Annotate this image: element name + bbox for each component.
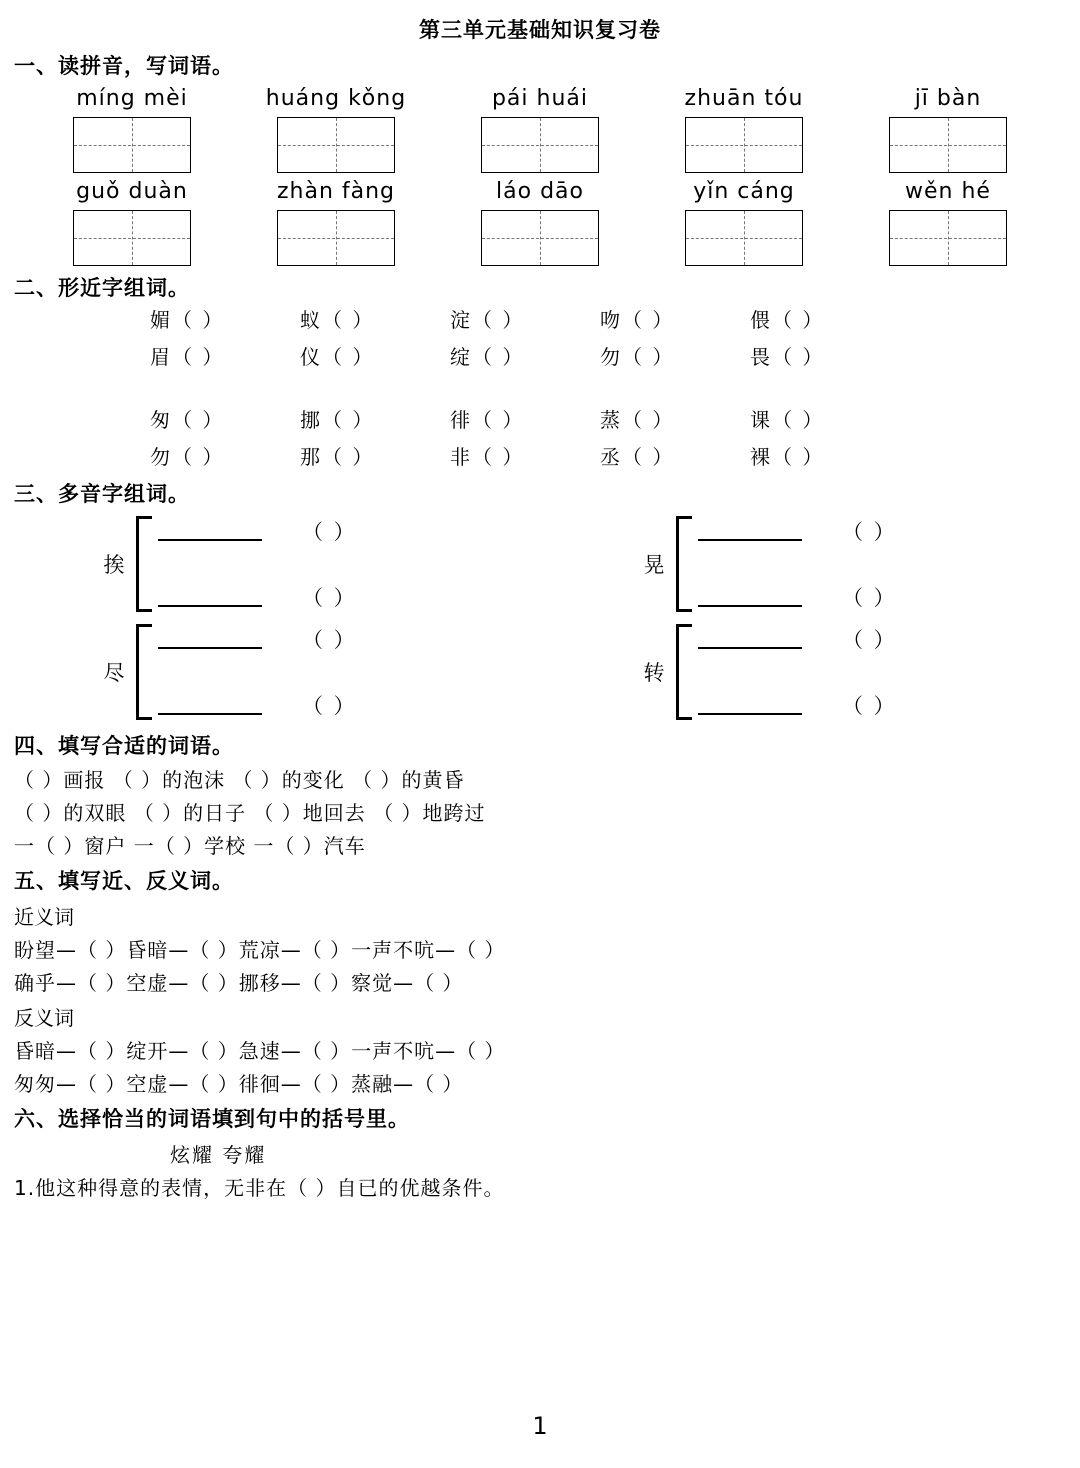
- polyphone-group: [96, 512, 540, 616]
- similar-char-cell[interactable]: 淀（ ）: [450, 308, 525, 332]
- word-blank-paren[interactable]: （ ）: [302, 586, 357, 610]
- similar-characters-block: [150, 304, 1080, 470]
- tianzige-box[interactable]: [73, 210, 191, 266]
- antonyms-subheading: 反义词: [14, 1006, 74, 1030]
- pinyin-row-1: [30, 86, 1050, 111]
- word-blank-paren[interactable]: （ ）: [842, 694, 897, 718]
- tianzige-box[interactable]: [685, 117, 803, 173]
- grid-slot: [445, 117, 635, 173]
- polyphone-col-right: [540, 512, 1080, 616]
- similar-char-cell[interactable]: 畏（ ）: [750, 345, 825, 369]
- polyphone-answer-row: [158, 582, 357, 612]
- pinyin-label: wěn hé: [905, 179, 991, 204]
- grid-slot: [853, 210, 1043, 266]
- pinyin-label: míng mèi: [76, 86, 188, 111]
- similar-char-cell[interactable]: 丞（ ）: [600, 445, 675, 469]
- grid-slot: [37, 117, 227, 173]
- grid-slot: [241, 117, 431, 173]
- worksheet-page: [0, 14, 1080, 1468]
- page-number: 1: [532, 1412, 548, 1440]
- polyphone-answer-row: [698, 582, 897, 612]
- polyphone-group: [96, 620, 540, 724]
- tianzige-box[interactable]: [481, 210, 599, 266]
- brace-bracket: [676, 624, 692, 720]
- tianzige-box[interactable]: [73, 117, 191, 173]
- fill-word-line-3[interactable]: 一（ ）窗户 一（ ）学校 一（ ）汽车: [14, 834, 366, 858]
- tianzige-box[interactable]: [277, 210, 395, 266]
- tianzige-box[interactable]: [889, 210, 1007, 266]
- polyphone-answer-row: [698, 624, 897, 654]
- grid-slot: [649, 117, 839, 173]
- polyphone-answer-row: [698, 516, 897, 546]
- pinyin-label: zhàn fàng: [276, 179, 396, 204]
- tianzige-box[interactable]: [277, 117, 395, 173]
- page-title: 第三单元基础知识复习卷: [419, 18, 661, 42]
- tianzige-box[interactable]: [685, 210, 803, 266]
- similar-char-cell[interactable]: 蒸（ ）: [600, 408, 675, 432]
- similar-char-cell[interactable]: 仪（ ）: [300, 345, 375, 369]
- word-blank-paren[interactable]: （ ）: [302, 694, 357, 718]
- pinyin-blank-line[interactable]: [698, 521, 802, 541]
- polyphone-char: 转: [643, 661, 665, 685]
- grid-slot: [37, 210, 227, 266]
- similar-char-cell[interactable]: 勿（ ）: [150, 445, 225, 469]
- polyphone-answer-row: [158, 516, 357, 546]
- polyphone-char: 尽: [103, 661, 125, 685]
- similar-char-row: [150, 304, 1080, 333]
- polyphone-col-left: [0, 620, 540, 724]
- polyphone-col-left: [0, 512, 540, 616]
- polyphone-answer-row: [158, 624, 357, 654]
- pinyin-label: pái huái: [491, 86, 589, 111]
- similar-char-cell[interactable]: 偎（ ）: [750, 308, 825, 332]
- pinyin-blank-line[interactable]: [698, 629, 802, 649]
- polyphone-char: 挨: [103, 553, 125, 577]
- brace-bracket: [136, 516, 152, 612]
- similar-char-cell[interactable]: 匆（ ）: [150, 408, 225, 432]
- spacer: [150, 378, 1080, 404]
- grid-slot: [853, 117, 1043, 173]
- tianzige-box[interactable]: [889, 117, 1007, 173]
- polyphone-col-right: [540, 620, 1080, 724]
- similar-char-cell[interactable]: 徘（ ）: [450, 408, 525, 432]
- polyphone-answer-lines: [698, 624, 897, 720]
- section-5-heading: 五、填写近、反义词。: [14, 869, 234, 893]
- similar-char-row: [150, 404, 1080, 433]
- fill-word-line-1[interactable]: （ ）画报 （ ）的泡沫 （ ）的变化 （ ）的黄昏: [14, 768, 465, 792]
- similar-char-cell[interactable]: 非（ ）: [450, 445, 525, 469]
- polyphone-answer-lines: [158, 516, 357, 612]
- pinyin-label: zhuān tóu: [684, 86, 804, 111]
- pinyin-blank-line[interactable]: [158, 521, 262, 541]
- grid-slot: [445, 210, 635, 266]
- word-blank-paren[interactable]: （ ）: [842, 586, 897, 610]
- similar-char-cell[interactable]: 蚁（ ）: [300, 308, 375, 332]
- word-choice-options: 炫耀 夸耀: [170, 1143, 267, 1167]
- similar-char-cell[interactable]: 挪（ ）: [300, 408, 375, 432]
- section-2-heading: 二、形近字组词。: [14, 276, 190, 300]
- similar-char-cell[interactable]: 绽（ ）: [450, 345, 525, 369]
- writing-grid-row-2: [30, 210, 1050, 266]
- word-blank-paren[interactable]: （ ）: [842, 628, 897, 652]
- pinyin-blank-line[interactable]: [698, 695, 802, 715]
- section-6-heading: 六、选择恰当的词语填到句中的括号里。: [14, 1107, 410, 1131]
- pinyin-label: yǐn cáng: [693, 179, 795, 204]
- similar-char-cell[interactable]: 课（ ）: [750, 408, 825, 432]
- polyphone-answer-lines: [698, 516, 897, 612]
- brace-bracket: [676, 516, 692, 612]
- similar-char-cell[interactable]: 那（ ）: [300, 445, 375, 469]
- word-blank-paren[interactable]: （ ）: [302, 520, 357, 544]
- polyphone-group: [636, 620, 1080, 724]
- question-1[interactable]: 1.他这种得意的表情，无非在（ ）自已的优越条件。: [14, 1176, 505, 1200]
- fill-word-line-2[interactable]: （ ）的双眼 （ ）的日子 （ ）地回去 （ ）地跨过: [14, 801, 486, 825]
- brace-bracket: [136, 624, 152, 720]
- pinyin-row-2: [30, 179, 1050, 204]
- section-1-heading: 一、读拼音，写词语。: [14, 54, 234, 78]
- synonym-line-1[interactable]: 盼望—（ ）昏暗—（ ）荒凉—（ ）一声不吭—（ ）: [14, 938, 506, 962]
- pinyin-blank-line[interactable]: [158, 695, 262, 715]
- tianzige-box[interactable]: [481, 117, 599, 173]
- polyphone-answer-row: [158, 690, 357, 720]
- synonym-line-2[interactable]: 确乎—（ ）空虚—（ ）挪移—（ ）察觉—（ ）: [14, 971, 464, 995]
- similar-char-row: [150, 441, 1080, 470]
- pinyin-blank-line[interactable]: [698, 587, 802, 607]
- section-3-heading: 三、多音字组词。: [14, 482, 190, 506]
- pinyin-blank-line[interactable]: [158, 587, 262, 607]
- grid-slot: [241, 210, 431, 266]
- writing-grid-row-1: [30, 117, 1050, 173]
- synonyms-subheading: 近义词: [14, 905, 74, 929]
- pinyin-label: jī bàn: [914, 86, 982, 111]
- polyphone-answer-lines: [158, 624, 357, 720]
- antonym-line-1[interactable]: 昏暗—（ ）绽开—（ ）急速—（ ）一声不吭—（ ）: [14, 1039, 506, 1063]
- pinyin-blank-line[interactable]: [158, 629, 262, 649]
- similar-char-cell[interactable]: 裸（ ）: [750, 445, 825, 469]
- pinyin-label: láo dāo: [496, 179, 584, 204]
- grid-slot: [649, 210, 839, 266]
- section-4-heading: 四、填写合适的词语。: [14, 734, 234, 758]
- antonym-line-2[interactable]: 匆匆—（ ）空虚—（ ）徘徊—（ ）蒸融—（ ）: [14, 1072, 464, 1096]
- similar-char-cell[interactable]: 眉（ ）: [150, 345, 225, 369]
- pinyin-label: huáng kǒng: [265, 86, 407, 111]
- pinyin-label: guǒ duàn: [76, 179, 188, 204]
- polyphone-char: 晃: [643, 553, 665, 577]
- polyphone-row-1: [0, 512, 1080, 616]
- word-blank-paren[interactable]: （ ）: [842, 520, 897, 544]
- polyphone-row-2: [0, 620, 1080, 724]
- similar-char-cell[interactable]: 吻（ ）: [600, 308, 675, 332]
- similar-char-cell[interactable]: 媚（ ）: [150, 308, 225, 332]
- polyphone-answer-row: [698, 690, 897, 720]
- polyphone-group: [636, 512, 1080, 616]
- word-blank-paren[interactable]: （ ）: [302, 628, 357, 652]
- similar-char-row: [150, 341, 1080, 370]
- similar-char-cell[interactable]: 勿（ ）: [600, 345, 675, 369]
